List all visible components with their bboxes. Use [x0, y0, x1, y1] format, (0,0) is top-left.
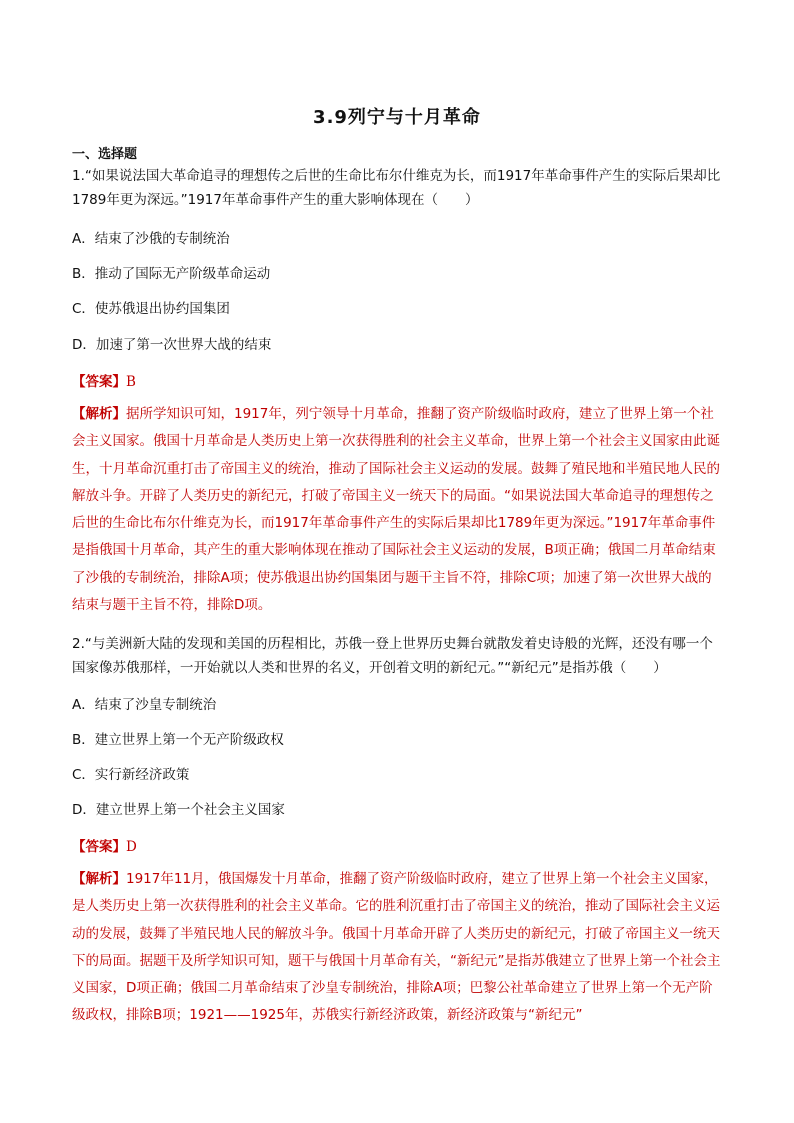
answer-label: 【答案】 [72, 839, 126, 855]
answer-label: 【答案】 [72, 374, 126, 390]
question-2-analysis [72, 866, 724, 1030]
answer-value: B [126, 374, 136, 390]
question-1-answer [72, 370, 136, 390]
question-2-option-a: A．结束了沙皇专制统治 [72, 697, 217, 713]
question-2-answer [72, 835, 137, 855]
question-1-analysis [72, 401, 724, 619]
analysis-text: 据所学知识可知，1917年，列宁领导十月革命，推翻了资产阶级临时政府，建立了世界上第一个社会主义国家。俄国十月革命是人类历史上第一次获得胜利的社会主义革命，世界上第一个社会主义国家由此诞生，十月革命沉重打击了帝国主义的统治，推动了国际社会主义运动的发展。鼓舞了殖民地和半殖民地人民的解放斗争。开辟了人类历史的新纪元，打破了帝国主义一统天下的局面。“如果说法国大革命追寻的理想传之后世的生命比布尔什维克为长，而1917年革命事件产生的实际后果却比1789年更为深远。”1917年革命事件是指俄国十月革命，其产生的重大影响体现在推动了国际社会主义运动的发展，B项正确；俄国二月革命结束了沙俄的专制统治，排除A项；使苏俄退出协约国集团与题干主旨不符，排除C项；加速了第一次世界大战的结束与题干主旨不符，排除D项。 [72, 406, 720, 614]
question-1-option-d: D．加速了第一次世界大战的结束 [72, 337, 272, 353]
question-1-option-c: C．使苏俄退出协约国集团 [72, 301, 230, 317]
analysis-text: 1917年11月，俄国爆发十月革命，推翻了资产阶级临时政府，建立了世界上第一个社会主义国家，是人类历史上第一次获得胜利的社会主义革命。它的胜利沉重打击了帝国主义的统治，推动了国际社会主义运动的发展，鼓舞了半殖民地人民的解放斗争。俄国十月革命开辟了人类历史的新纪元，打破了帝国主义一统天下的局面。据题干及所学知识可知，题干与俄国十月革命有关，“新纪元”是指苏俄建立了世界上第一个社会主义国家，D项正确；俄国二月革命结束了沙皇专制统治，排除A项；巴黎公社革命建立了世界上第一个无产阶级政权，排除B项；1921——1925年，苏俄实行新经济政策，新经济政策与“新纪元” [72, 871, 721, 1024]
question-2-option-b: B．建立世界上第一个无产阶级政权 [72, 732, 284, 748]
section-heading: 一、选择题 [72, 147, 138, 162]
question-2-option-d: D．建立世界上第一个社会主义国家 [72, 802, 285, 818]
analysis-label: 【解析】 [72, 406, 126, 422]
analysis-label: 【解析】 [72, 871, 126, 887]
page-title: 3.9列宁与十月革命 [313, 107, 481, 128]
question-1-option-a: A．结束了沙俄的专制统治 [72, 231, 230, 247]
question-2-stem: 2.“与美洲新大陆的发现和美国的历程相比，苏俄一登上世界历史舞台就散发着史诗般的光辉，还没有哪一个国家像苏俄那样，一开始就以人类和世界的名义，开创着文明的新纪元。”“新纪元”是指苏俄（ ） [72, 636, 713, 676]
question-2-option-c: C．实行新经济政策 [72, 767, 190, 783]
question-1-option-b: B．推动了国际无产阶级革命运动 [72, 266, 271, 282]
answer-value: D [126, 839, 137, 855]
question-1-stem: 1.“如果说法国大革命追寻的理想传之后世的生命比布尔什维克为长，而1917年革命事件产生的实际后果却比1789年更为深远。”1917年革命事件产生的重大影响体现在（ ） [72, 168, 721, 208]
